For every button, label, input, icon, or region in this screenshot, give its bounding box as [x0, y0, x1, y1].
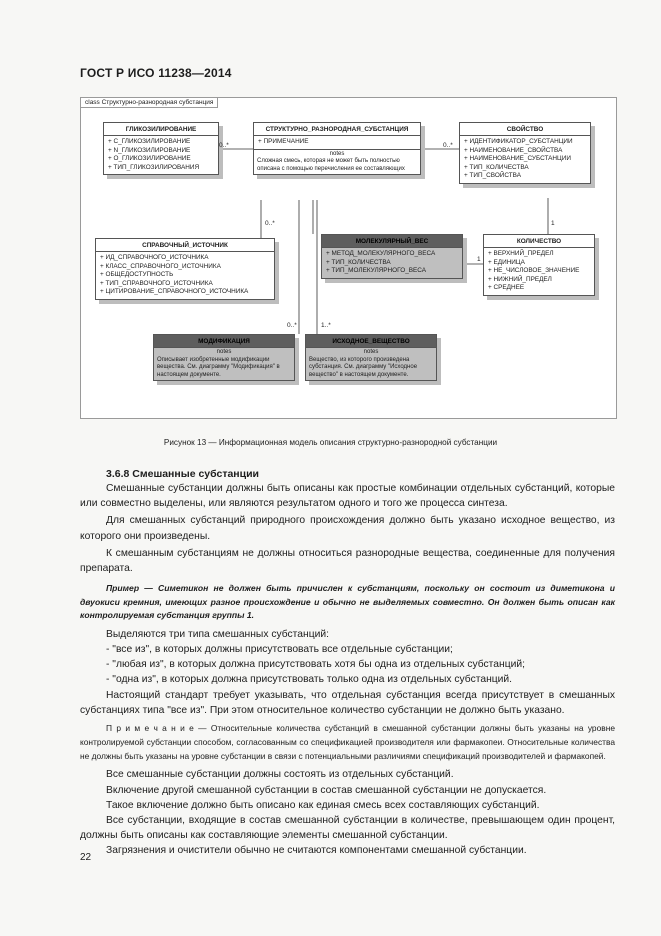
class-title: ИСХОДНОЕ_ВЕЩЕСТВО: [306, 335, 436, 348]
mult-src: 1..*: [321, 322, 331, 329]
mult-mod: 0..*: [287, 322, 297, 329]
attr: + ЦИТИРОВАНИЕ_СПРАВОЧНОГО_ИСТОЧНИКА: [100, 288, 249, 296]
class-property: [459, 122, 591, 184]
class-reference-source: [95, 238, 275, 300]
attr: + ЕДИНИЦА: [488, 258, 525, 266]
class-note: Описывает изобретенные модификации вещества. См. диаграмму "Модификация" в настоящем документе.: [157, 356, 280, 378]
paragraph: К смешанным субстанциям не должны относиться разнородные вещества, соединенные для получения препарата.: [80, 547, 615, 575]
paragraph: Выделяются три типа смешанных субстанций:: [106, 628, 329, 640]
list-item: - "одна из", в которых должна присутствовать только одна из отдельных субстанций.: [106, 674, 513, 686]
attr: + ТИП_СВОЙСТВА: [464, 172, 521, 180]
diagram-frame-title: class Структурно-разнородная субстанция: [81, 98, 218, 108]
attr: + ТИП_КОЛИЧЕСТВА: [464, 163, 529, 171]
document-header: ГОСТ Р ИСО 11238—2014: [80, 66, 232, 80]
class-glycosylation: [103, 122, 219, 175]
notes-label: notes: [329, 150, 345, 157]
body-text: [80, 481, 615, 859]
mult-prop: 0..*: [443, 142, 453, 149]
note-paragraph: П р и м е ч а н и е — Относительные количества субстанций в смешанной субстанции должны быть указаны на уровне контролируемой субстанции способом, согласованным со спецификацией производителя или фармакопеи. Относительные количества не должны быть указаны на уровне субстанции в связи с потенциальными различиями спецификаций производителей и фармакопей.: [80, 722, 615, 761]
attr: + ТИП_СПРАВОЧНОГО_ИСТОЧНИКА: [100, 279, 213, 287]
attr: + ИДЕНТИФИКАТОР_СУБСТАНЦИИ: [464, 138, 573, 145]
attr: + С_ГЛИКОЗИЛИРОВАНИЕ: [108, 138, 191, 145]
paragraph: Для смешанных субстанций природного происхождения должно быть указано исходное вещество, из которого они произведены.: [80, 515, 615, 542]
class-modification: [153, 334, 295, 381]
attr: + N_ГЛИКОЗИЛИРОВАНИЕ: [108, 146, 191, 154]
notes-label: notes: [216, 349, 232, 355]
mult-glyco: 0..*: [219, 142, 229, 149]
notes-label: notes: [363, 349, 379, 355]
class-title: СТРУКТУРНО_РАЗНОРОДНАЯ_СУБСТАНЦИЯ: [254, 123, 420, 136]
attr: + ОБЩЕДОСТУПНОСТЬ: [100, 271, 174, 279]
class-note: Вещество, из которого произведена субстанция. См. диаграмму "Исходное вещество" в настоящем документе.: [309, 356, 418, 378]
class-title: СПРАВОЧНЫЙ_ИСТОЧНИК: [96, 239, 274, 252]
class-quantity: [483, 234, 595, 296]
attr: + НАИМЕНОВАНИЕ_СВОЙСТВА: [464, 146, 563, 154]
attr: + МЕТОД_МОЛЕКУЛЯРНОГО_ВЕСА: [326, 250, 436, 257]
attr: + ПРИМЕЧАНИЕ: [258, 138, 309, 145]
class-note: Сложная смесь, которая не может быть полностью описана с помощью перечисления ее составляющих: [257, 158, 405, 172]
attr: + СРЕДНЕЕ: [488, 284, 525, 292]
attr: + ТИП_КОЛИЧЕСТВА: [326, 258, 391, 266]
class-title: ГЛИКОЗИЛИРОВАНИЕ: [104, 123, 218, 136]
attr: + ТИП_ГЛИКОЗИЛИРОВАНИЯ: [108, 163, 200, 171]
class-title: МОДИФИКАЦИЯ: [154, 335, 294, 348]
example-paragraph: Пример — Симетикон не должен быть причислен к субстанциям, поскольку он состоит из диметикона и двуокиси кремния, имеющих разное происхождение и обычно не выделяемых совместно. Он должен быть описан как контролируемая субстанция группы 1.: [80, 583, 615, 621]
paragraph: Такое включение должно быть описано как единая смесь всех составляющих субстанций.: [106, 799, 540, 811]
page-number: 22: [80, 852, 92, 863]
paragraph: Включение другой смешанной субстанции в состав смешанной субстанции не допускается.: [106, 784, 547, 796]
class-source-material: [305, 334, 437, 381]
attr: + НАИМЕНОВАНИЕ_СУБСТАНЦИИ: [464, 155, 571, 163]
attr: + ТИП_МОЛЕКУЛЯРНОГО_ВЕСА: [326, 267, 427, 275]
mult-qty: 1: [551, 220, 555, 227]
attr: + ИД_СПРАВОЧНОГО_ИСТОЧНИКА: [100, 254, 209, 261]
class-struct-heterogeneous: [253, 122, 421, 175]
attr: + О_ГЛИКОЗИЛИРОВАНИЕ: [108, 155, 191, 163]
paragraph: Все смешанные субстанции должны состоять из отдельных субстанций.: [106, 769, 454, 781]
paragraph: Настоящий стандарт требует указывать, что отдельная субстанция всегда присутствует в смешанных субстанциях типа "все из". При этом относительное количество субстанции не должно быть указано.: [80, 689, 615, 716]
figure-caption: Рисунок 13 — Информационная модель описания структурно-разнородной субстанции: [163, 438, 498, 447]
list-item: - "все из", в которых должны присутствовать все отдельные субстанции;: [106, 643, 453, 655]
mult-qty-mw: 1: [477, 256, 481, 263]
section-heading: 3.6.8 Смешанные субстанции: [106, 468, 260, 480]
list-item: - "любая из", в которых должна присутствовать хотя бы одна из отдельных субстанций;: [106, 659, 525, 671]
class-title: КОЛИЧЕСТВО: [484, 235, 594, 248]
paragraph: Все субстанции, входящие в состав смешанной субстанции в количестве, превышающем один процент, должны быть описаны как составляющие элементы смешанной субстанции.: [80, 814, 615, 842]
attr: + НЕ_ЧИСЛОВОЕ_ЗНАЧЕНИЕ: [488, 267, 580, 275]
mult-ref: 0..*: [265, 220, 275, 227]
uml-diagram: [80, 97, 617, 419]
paragraph: Смешанные субстанции должны быть описаны как простые комбинации отдельных субстанций, которые или совместно выделены, или являются результатом одного и того же процесса синтеза.: [80, 483, 615, 510]
class-molecular-weight: [321, 234, 463, 279]
class-title: МОЛЕКУЛЯРНЫЙ_ВЕС: [322, 235, 462, 248]
class-title: СВОЙСТВО: [460, 123, 590, 136]
paragraph: Загрязнения и очистители обычно не считаются компонентами смешанной субстанции.: [106, 845, 527, 857]
attr: + НИЖНИЙ_ПРЕДЕЛ: [488, 275, 552, 283]
attr: + ВЕРХНИЙ_ПРЕДЕЛ: [488, 250, 554, 257]
attr: + КЛАСС_СПРАВОЧНОГО_ИСТОЧНИКА: [100, 262, 221, 270]
